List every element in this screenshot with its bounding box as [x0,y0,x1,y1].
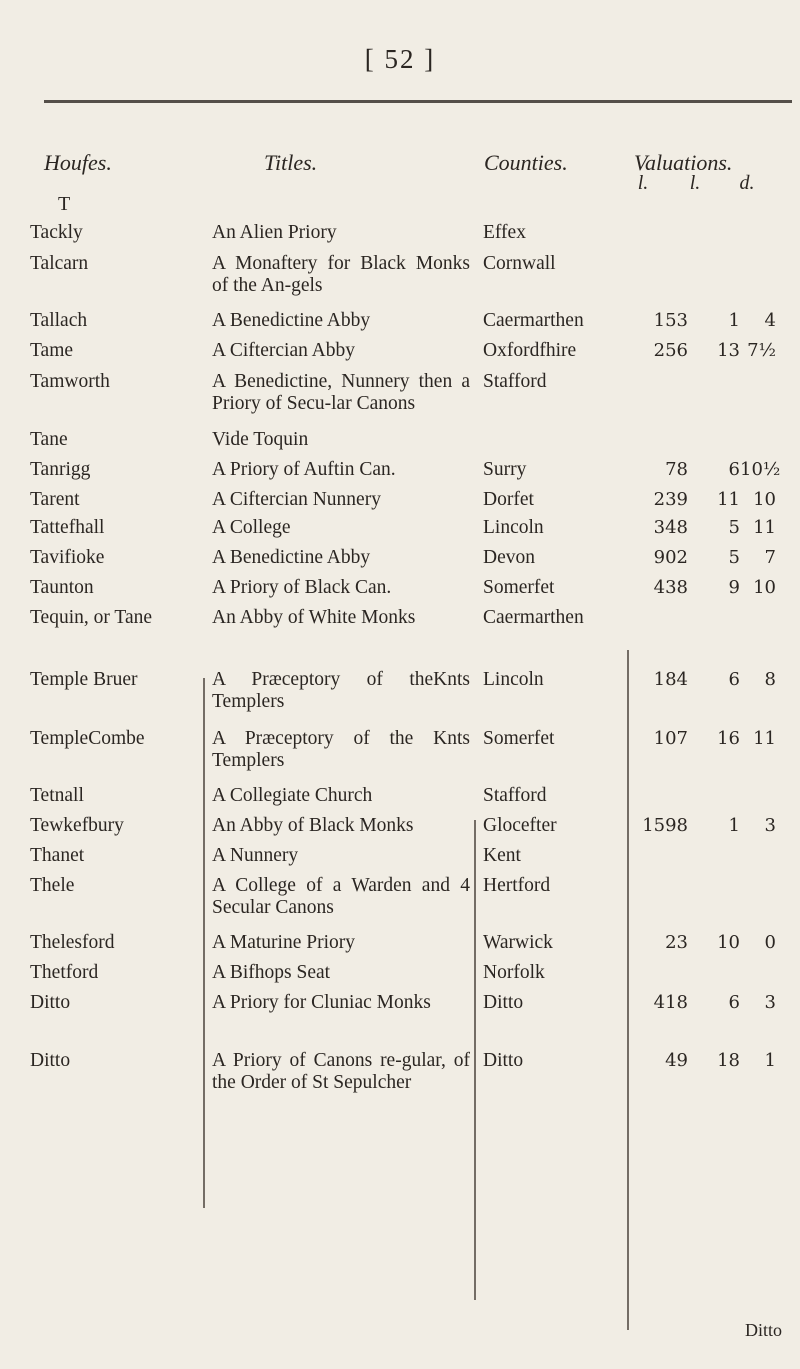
valuation-pounds: 256 [653,340,688,361]
county-name: Devon [483,547,535,568]
house-name: Tewkefbury [30,815,124,836]
valuation-pence: 0 [764,932,776,953]
house-name: Ditto [30,992,71,1013]
house-name: Thanet [30,845,85,866]
county-name: Cornwall [483,253,556,274]
valuation [628,547,793,569]
house-name: Tetnall [30,785,84,806]
valuation [628,429,793,451]
valuation-pence: 4 [764,310,776,331]
house-name: Thele [30,875,75,896]
county-name: Stafford [483,371,547,392]
county-name: Caermarthen [483,607,584,628]
valuation [628,992,793,1014]
valuation [628,669,793,691]
page-number: [ 52 ] [364,44,436,74]
house-title: An Abby of Black Monks [212,815,414,836]
house-title: A Monaftery for Black Monks of the An-gels [212,253,470,296]
county-name: Surry [483,459,527,480]
valuation [628,932,793,954]
valuation-shillings: 6 [728,459,740,480]
valuation-pence: 10 [753,489,776,510]
county-name: Somerfet [483,728,555,749]
valuation-pence: 3 [764,815,776,836]
house-name: Ditto [30,1050,71,1071]
valuation-shillings: 10 [717,932,740,953]
valuation [628,607,793,629]
footer-note: Ditto [745,1320,783,1340]
county-name: Lincoln [483,517,544,538]
county-name: Dorfet [483,489,534,510]
valuation-pence: 8 [764,669,776,690]
valuation-shillings: 9 [728,577,740,598]
header-counties: Counties. [484,150,568,175]
house-title: A Benedictine Abby [212,547,371,568]
valuation-shillings: 16 [717,728,740,749]
house-title: A Priory of Auftin Can. [212,459,396,480]
valuation-pounds: 902 [653,547,688,568]
valuation-units [628,172,788,195]
valuation [628,845,793,867]
column-divider [627,650,629,1330]
house-title: A Nunnery [212,845,299,866]
valuation-shillings: 5 [728,547,740,568]
valuation [628,1050,793,1072]
house-title: A Ciftercian Abby [212,340,355,361]
header-valuations: Valuations. [634,150,733,175]
valuation [628,222,793,244]
valuation-pence: 10 [753,577,776,598]
header-houses: Houfes. [44,150,112,175]
house-name: Tamworth [30,371,110,392]
column-divider [203,678,205,1208]
house-title: A Præceptory of theKnts Templers [212,669,470,712]
valuation [628,815,793,837]
unit-pence: d. [739,172,755,194]
county-name: Somerfet [483,577,555,598]
valuation-pence: 11 [753,728,776,749]
house-name: Tavifioke [30,547,105,568]
house-title: A Priory of Canons re-gular, of the Order of St Sepulcher [212,1050,470,1093]
county-name: Glocefter [483,815,557,836]
house-title: A Priory of Black Can. [212,577,392,598]
house-title: An Abby of White Monks [212,607,416,628]
house-title: Vide Toquin [212,429,309,450]
house-title: A College of a Warden and 4 Secular Canons [212,875,470,918]
valuation-pounds: 107 [653,728,688,749]
house-name: Tallach [30,310,88,331]
valuation-pounds: 23 [665,932,688,953]
valuation [628,728,793,750]
county-name: Kent [483,845,521,866]
valuation [628,253,793,275]
house-name: TempleCombe [30,728,145,749]
valuation-pounds: 184 [653,669,688,690]
valuation-pence: 10½ [740,459,781,480]
house-title: A Priory for Cluniac Monks [212,992,431,1013]
house-title: A Præceptory of the Knts Templers [212,728,470,771]
house-name: Tame [30,340,74,361]
valuation-pounds: 153 [653,310,688,331]
house-name: Thetford [30,962,99,983]
valuation-pence: 3 [764,992,776,1013]
valuation-shillings: 6 [728,669,740,690]
house-name: Temple Bruer [30,669,138,690]
house-title: A Ciftercian Nunnery [212,489,381,510]
county-name: Warwick [483,932,553,953]
county-name: Effex [483,222,526,243]
house-title: A Bifhops Seat [212,962,331,983]
valuation-shillings: 1 [728,815,740,836]
house-name: Tattefhall [30,517,105,538]
house-title: A College [212,517,291,538]
house-name: Thelesford [30,932,115,953]
header-rule [44,100,792,103]
valuation-pence: 1 [764,1050,776,1071]
valuation-pounds: 239 [653,489,688,510]
valuation-pounds: 418 [653,992,688,1013]
valuation-pounds: 438 [653,577,688,598]
house-name: Talcarn [30,253,89,274]
valuation [628,489,793,511]
valuation [628,577,793,599]
valuation-pence: 11 [753,517,776,538]
column-divider [474,820,476,1300]
house-name: Tequin, or Tane [30,607,152,628]
valuation [628,517,793,539]
county-name: Oxfordfhire [483,340,577,361]
house-name: Tackly [30,222,83,243]
section-letter: T [58,193,71,215]
valuation-shillings: 11 [717,489,740,510]
house-name: Tarent [30,489,80,510]
county-name: Lincoln [483,669,544,690]
house-title: A Maturine Priory [212,932,355,953]
valuation [628,340,793,362]
valuation-pounds: 348 [653,517,688,538]
valuation-shillings: 5 [728,517,740,538]
county-name: Ditto [483,1050,524,1071]
house-title: A Collegiate Church [212,785,373,806]
house-name: Tanrigg [30,459,91,480]
valuation [628,875,793,897]
valuation [628,310,793,332]
valuation [628,785,793,807]
unit-pounds: l. [637,172,649,194]
valuation-pence: 7½ [747,340,776,361]
valuation [628,371,793,393]
county-name: Caermarthen [483,310,584,331]
header-titles: Titles. [264,150,318,175]
unit-shillings: l. [689,172,701,194]
valuation-pounds: 78 [665,459,688,480]
county-name: Ditto [483,992,524,1013]
house-name: Taunton [30,577,94,598]
valuation [628,459,793,481]
county-name: Stafford [483,785,547,806]
valuation-pounds: 49 [665,1050,688,1071]
house-title: A Benedictine, Nunnery then a Priory of Secu-lar Canons [212,371,470,414]
house-title: A Benedictine Abby [212,310,371,331]
house-name: Tane [30,429,68,450]
valuation-shillings: 1 [728,310,740,331]
valuation-pounds: 1598 [642,815,688,836]
valuation-shillings: 6 [728,992,740,1013]
valuation-shillings: 13 [717,340,740,361]
valuation-pence: 7 [764,547,776,568]
house-title: An Alien Priory [212,222,337,243]
county-name: Hertford [483,875,551,896]
county-name: Norfolk [483,962,545,983]
valuation [628,962,793,984]
valuation-shillings: 18 [717,1050,740,1071]
